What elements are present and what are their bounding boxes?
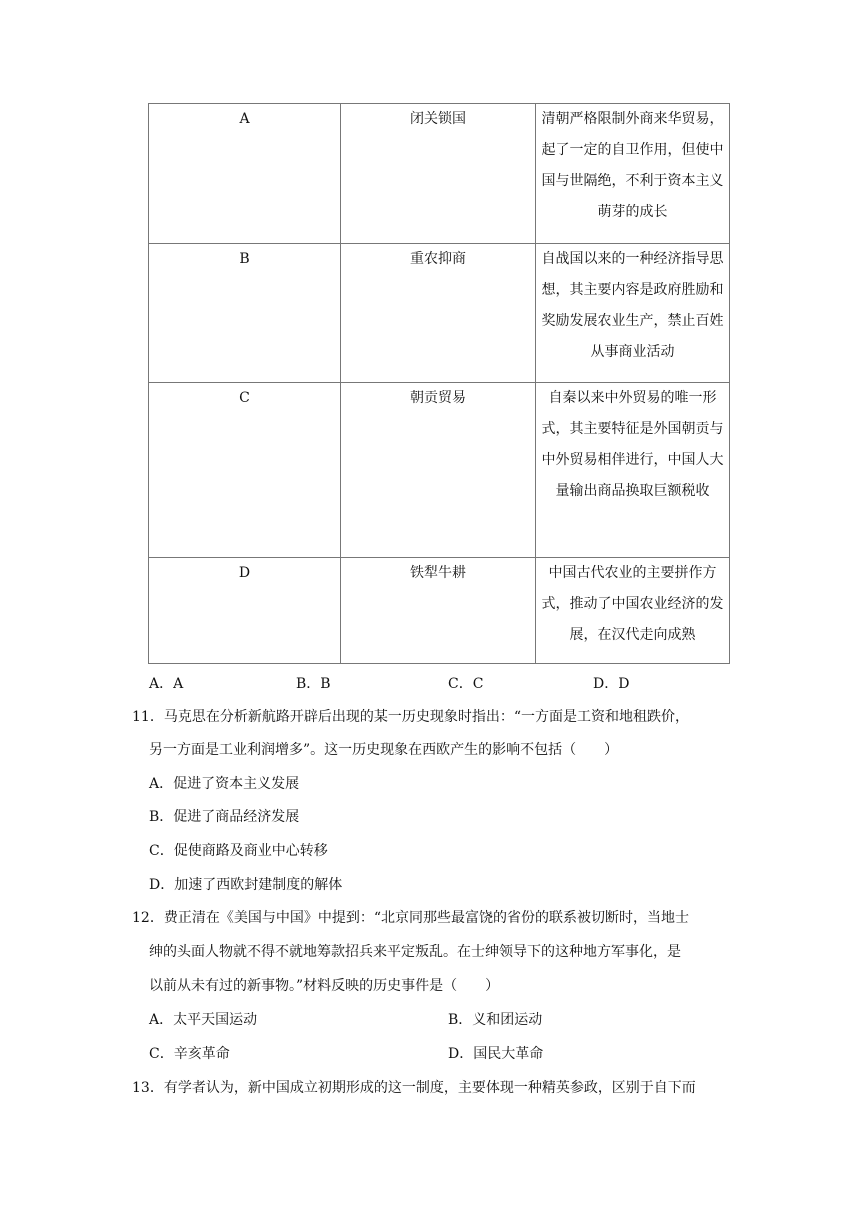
row-letter: B (149, 244, 341, 383)
q10-option-c: C．C (448, 676, 484, 692)
q12-option-d: D．国民大革命 (448, 1046, 544, 1062)
table-row (149, 104, 730, 244)
row-letter: C (149, 383, 341, 558)
row-description: 自秦以来中外贸易的唯一形式，其主要特征是外国朝贡与中外贸易相伴进行，中国人大量输出商品换取巨额税收 (536, 383, 730, 558)
q11-stem-line1: 11．马克思在分析新航路开辟后出现的某一历史现象时指出：“一方面是工资和地租跌价， (132, 709, 689, 725)
row-term: 铁犁牛耕 (341, 558, 536, 664)
q10-option-d: D．D (593, 676, 630, 692)
q12-option-b: B．义和团运动 (448, 1012, 543, 1028)
q10-option-a: A．A (149, 676, 184, 692)
row-term: 闭关锁国 (341, 104, 536, 244)
table-row (149, 383, 730, 558)
q11-option-d: D．加速了西欧封建制度的解体 (149, 877, 343, 893)
row-description: 自战国以来的一种经济指导思想，其主要内容是政府胜励和奖励发展农业生产，禁止百姓从事商业活动 (536, 244, 730, 383)
q12-stem-line3: 以前从未有过的新事物。”材料反映的历史事件是（ ） (149, 978, 500, 994)
options-table (148, 103, 730, 664)
q12-stem-line2: 绅的头面人物就不得不就地筹款招兵来平定叛乱。在士绅领导下的这种地方军事化，是 (149, 944, 681, 960)
row-letter: A (149, 104, 341, 244)
row-description: 清朝严格限制外商来华贸易，起了一定的自卫作用，但使中国与世隔绝，不利于资本主义萌芽的成长 (536, 104, 730, 244)
row-term: 重农抑商 (341, 244, 536, 383)
q10-option-b: B．B (296, 676, 331, 692)
table-row (149, 558, 730, 664)
q11-stem-line2: 另一方面是工业利润增多”。这一历史现象在西欧产生的影响不包括（ ） (149, 742, 619, 758)
row-description: 中国古代农业的主要拼作方式，推动了中国农业经济的发展，在汉代走向成熟 (536, 558, 730, 664)
row-letter: D (149, 558, 341, 664)
q12-option-c: C．辛亥革命 (149, 1046, 230, 1062)
q12-option-a: A．太平天国运动 (149, 1012, 258, 1028)
q11-option-b: B．促进了商品经济发展 (149, 809, 300, 825)
q12-stem-line1: 12．费正清在《美国与中国》中提到：“北京同那些最富饶的省份的联系被切断时，当地士 (132, 910, 689, 926)
q11-option-c: C．促使商路及商业中心转移 (149, 843, 328, 859)
table-row (149, 244, 730, 383)
row-term: 朝贡贸易 (341, 383, 536, 558)
q11-option-a: A．促进了资本主义发展 (149, 776, 300, 792)
q13-stem-line1: 13．有学者认为，新中国成立初期形成的这一制度，主要体现一种精英参政，区别于自下而 (132, 1080, 696, 1096)
